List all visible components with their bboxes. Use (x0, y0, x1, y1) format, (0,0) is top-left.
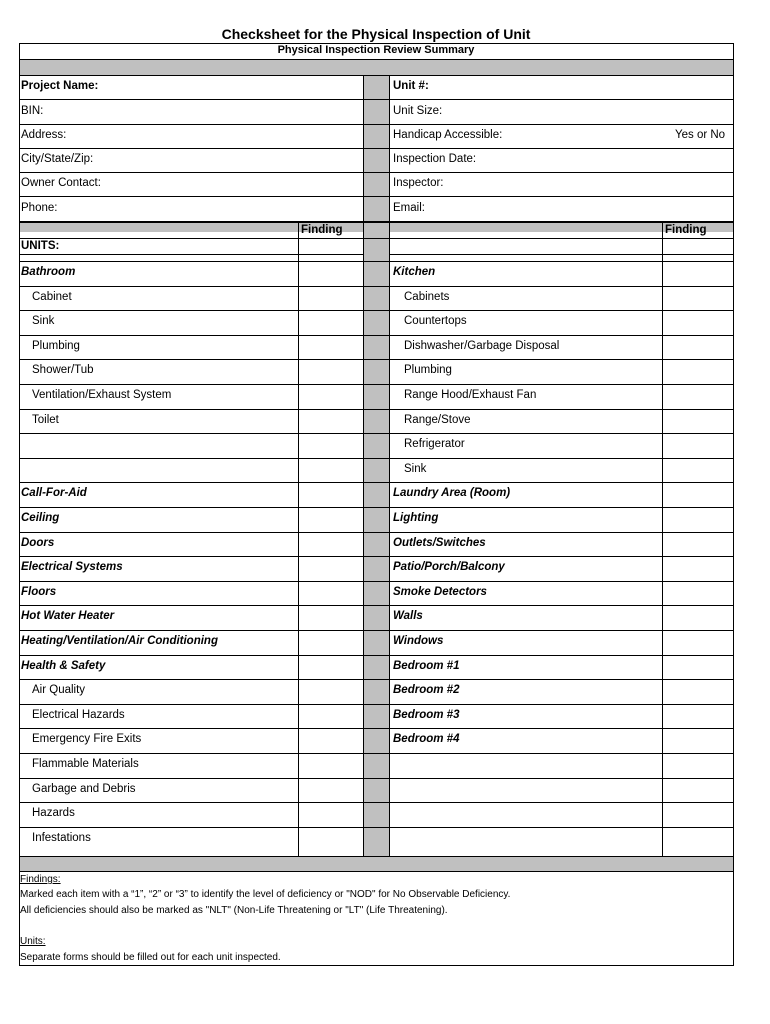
rule-line (363, 75, 364, 857)
rule-line (19, 409, 734, 410)
finding-cell-right[interactable] (663, 336, 733, 360)
finding-cell-right[interactable] (663, 705, 733, 729)
finding-cell-left[interactable] (299, 705, 363, 729)
finding-cell-right[interactable] (663, 557, 733, 581)
finding-cell-left[interactable] (299, 754, 363, 778)
findings-heading: Findings: (20, 874, 61, 885)
finding-cell-left[interactable] (299, 533, 363, 557)
finding-cell-left[interactable] (299, 606, 363, 630)
info-label-left: Project Name: (21, 80, 99, 92)
finding-cell-left[interactable] (299, 262, 363, 286)
rule-line (19, 581, 734, 582)
finding-cell-right[interactable] (663, 459, 733, 483)
rule-line (19, 778, 734, 779)
finding-cell-right[interactable] (663, 680, 733, 704)
rule-line (19, 196, 734, 197)
finding-cell-left[interactable] (299, 557, 363, 581)
finding-cell-right[interactable] (663, 311, 733, 335)
units-instruction: Separate forms should be filled out for each unit inspected. (20, 952, 281, 963)
rule-line (389, 254, 734, 255)
finding-cell-right[interactable] (663, 779, 733, 803)
section-heading: Bathroom (21, 266, 76, 278)
rule-line (19, 871, 734, 872)
checklist-item: Sink (32, 315, 55, 328)
rule-line (19, 679, 734, 680)
rule-line (19, 532, 734, 533)
finding-cell-right[interactable] (663, 656, 733, 680)
section-heading: Bedroom #1 (393, 659, 460, 672)
rule-line (19, 99, 734, 100)
finding-cell-right[interactable] (663, 533, 733, 557)
finding-cell-left[interactable] (299, 680, 363, 704)
section-heading: Doors (21, 536, 55, 549)
finding-cell-left[interactable] (299, 287, 363, 311)
findings-instruction: Marked each item with a “1”, “2” or “3” to identify the level of deficiency or "NOD" for No Observable Deficiency. (20, 889, 511, 900)
checklist-item: Garbage and Debris (32, 782, 136, 795)
checklist-item: Cabinets (404, 290, 450, 303)
rule-line (19, 856, 734, 857)
yes-no-option[interactable]: Yes or No (675, 129, 726, 141)
checklist-item: Toilet (32, 413, 59, 426)
rule-line (19, 238, 734, 239)
finding-cell-left[interactable] (299, 410, 363, 434)
finding-cell-left[interactable] (299, 582, 363, 606)
checklist-item: Dishwasher/Garbage Disposal (404, 339, 560, 352)
rule-line (19, 261, 734, 262)
finding-cell-right[interactable] (663, 828, 733, 856)
checklist-item: Electrical Hazards (32, 708, 125, 721)
finding-cell-right[interactable] (663, 287, 733, 311)
rule-line (19, 254, 364, 255)
units-heading: Units: (20, 936, 46, 947)
finding-cell-right[interactable] (663, 360, 733, 384)
checklist-item: Plumbing (32, 339, 80, 352)
checklist-item: Flammable Materials (32, 758, 139, 770)
checklist-item: Cabinet (32, 290, 72, 303)
finding-cell-right[interactable] (663, 410, 733, 434)
checklist-item: Countertops (404, 315, 467, 328)
info-label-right: Email: (393, 202, 425, 214)
footer-band (19, 856, 733, 871)
findings-instruction: All deficiencies should also be marked as "NLT" (Non-Life Threatening or "LT" (Life Threatening). (20, 905, 448, 916)
info-label-left: Address: (21, 129, 67, 141)
checklist-item: Hazards (32, 807, 75, 820)
info-label-left: City/State/Zip: (21, 153, 94, 165)
checklist-item: Range Hood/Exhaust Fan (404, 389, 537, 401)
rule-line (19, 605, 734, 606)
info-label-right: Unit Size: (393, 105, 443, 117)
finding-cell-left[interactable] (299, 434, 363, 458)
section-heading: Health & Safety (21, 659, 106, 672)
finding-cell-left[interactable] (299, 631, 363, 655)
rule-line (19, 704, 734, 705)
section-heading: Lighting (393, 512, 439, 524)
checklist-item: Plumbing (404, 364, 452, 377)
section-heading: Hot Water Heater (21, 610, 115, 623)
finding-cell-left[interactable] (299, 385, 363, 409)
info-label-right: Inspector: (393, 177, 444, 189)
rule-line (19, 59, 734, 60)
rule-line (19, 630, 734, 631)
finding-cell-right[interactable] (663, 385, 733, 409)
rule-line (19, 335, 734, 336)
rule-line (389, 75, 390, 857)
section-heading: Patio/Porch/Balcony (393, 561, 505, 574)
checklist-item: Refrigerator (404, 438, 465, 451)
finding-header-left: Finding (301, 224, 343, 236)
section-heading: Bedroom #4 (393, 733, 460, 746)
section-heading: Heating/Ventilation/Air Conditioning (21, 635, 218, 647)
finding-cell-left[interactable] (299, 828, 363, 856)
section-heading: Floors (21, 585, 57, 598)
checklist-item: Emergency Fire Exits (32, 733, 142, 746)
rule-line (19, 148, 734, 149)
finding-cell-left[interactable] (299, 360, 363, 384)
section-heading: Walls (393, 610, 423, 623)
info-label-right: Unit #: (393, 80, 429, 92)
section-heading: Laundry Area (Room) (393, 487, 511, 500)
finding-cell-left[interactable] (299, 459, 363, 483)
section-heading: Bedroom #2 (393, 684, 460, 697)
rule-line (19, 286, 734, 287)
rule-line (19, 43, 734, 44)
rule-line (19, 359, 734, 360)
header-band (19, 59, 733, 75)
finding-cell-right[interactable] (663, 631, 733, 655)
rule-line (19, 827, 734, 828)
rule-line (19, 482, 734, 483)
checklist-item: Air Quality (32, 684, 86, 697)
checklist-item: Sink (404, 462, 427, 475)
finding-cell-right[interactable] (663, 508, 733, 532)
checklist-item: Shower/Tub (32, 364, 94, 377)
finding-cell-right[interactable] (663, 606, 733, 630)
finding-band (19, 222, 733, 232)
finding-cell-left[interactable] (299, 779, 363, 803)
section-heading: Windows (393, 635, 444, 647)
finding-cell-right[interactable] (663, 754, 733, 778)
rule-line (19, 384, 734, 385)
checklist-item: Infestations (32, 831, 91, 844)
rule-line (19, 124, 734, 125)
page-title: Checksheet for the Physical Inspection of Unit (221, 26, 531, 42)
rule-line (19, 222, 734, 223)
finding-cell-left[interactable] (299, 729, 363, 753)
finding-cell-right[interactable] (663, 434, 733, 458)
section-heading: Kitchen (393, 266, 436, 278)
finding-cell-right[interactable] (663, 262, 733, 286)
rule-line (19, 433, 734, 434)
rule-line (19, 802, 734, 803)
section-heading: Ceiling (21, 512, 60, 524)
info-label-right: Inspection Date: (393, 153, 477, 165)
section-heading: Bedroom #3 (393, 708, 460, 721)
rule-line (19, 556, 734, 557)
section-heading: Electrical Systems (21, 561, 123, 574)
rule-line (19, 172, 734, 173)
finding-cell-right[interactable] (663, 803, 733, 827)
finding-cell-left[interactable] (299, 336, 363, 360)
finding-cell-left[interactable] (299, 311, 363, 335)
info-label-left: Owner Contact: (21, 177, 101, 189)
finding-cell-right[interactable] (663, 483, 733, 507)
finding-cell-left[interactable] (299, 803, 363, 827)
finding-header-right: Finding (665, 224, 707, 236)
rule-line (19, 507, 734, 508)
checklist-item: Range/Stove (404, 413, 471, 426)
rule-line (19, 75, 734, 76)
checklist-item: Ventilation/Exhaust System (32, 389, 172, 401)
units-label: UNITS: (21, 240, 60, 252)
info-label-left: BIN: (21, 105, 44, 117)
section-heading: Smoke Detectors (393, 585, 487, 598)
finding-cell-left[interactable] (299, 508, 363, 532)
rule-line (19, 458, 734, 459)
rule-line (19, 310, 734, 311)
rule-line (19, 753, 734, 754)
info-label-right: Handicap Accessible: (393, 129, 503, 141)
center-divider (363, 75, 389, 856)
section-heading: Call-For-Aid (21, 487, 87, 500)
page-subtitle: Physical Inspection Review Summary (277, 44, 475, 56)
rule-line (19, 965, 734, 966)
rule-line (19, 728, 734, 729)
rule-line (19, 655, 734, 656)
finding-cell-left[interactable] (299, 483, 363, 507)
finding-cell-left[interactable] (299, 656, 363, 680)
section-heading: Outlets/Switches (393, 536, 486, 549)
finding-cell-right[interactable] (663, 582, 733, 606)
finding-cell-right[interactable] (663, 729, 733, 753)
info-label-left: Phone: (21, 202, 58, 214)
